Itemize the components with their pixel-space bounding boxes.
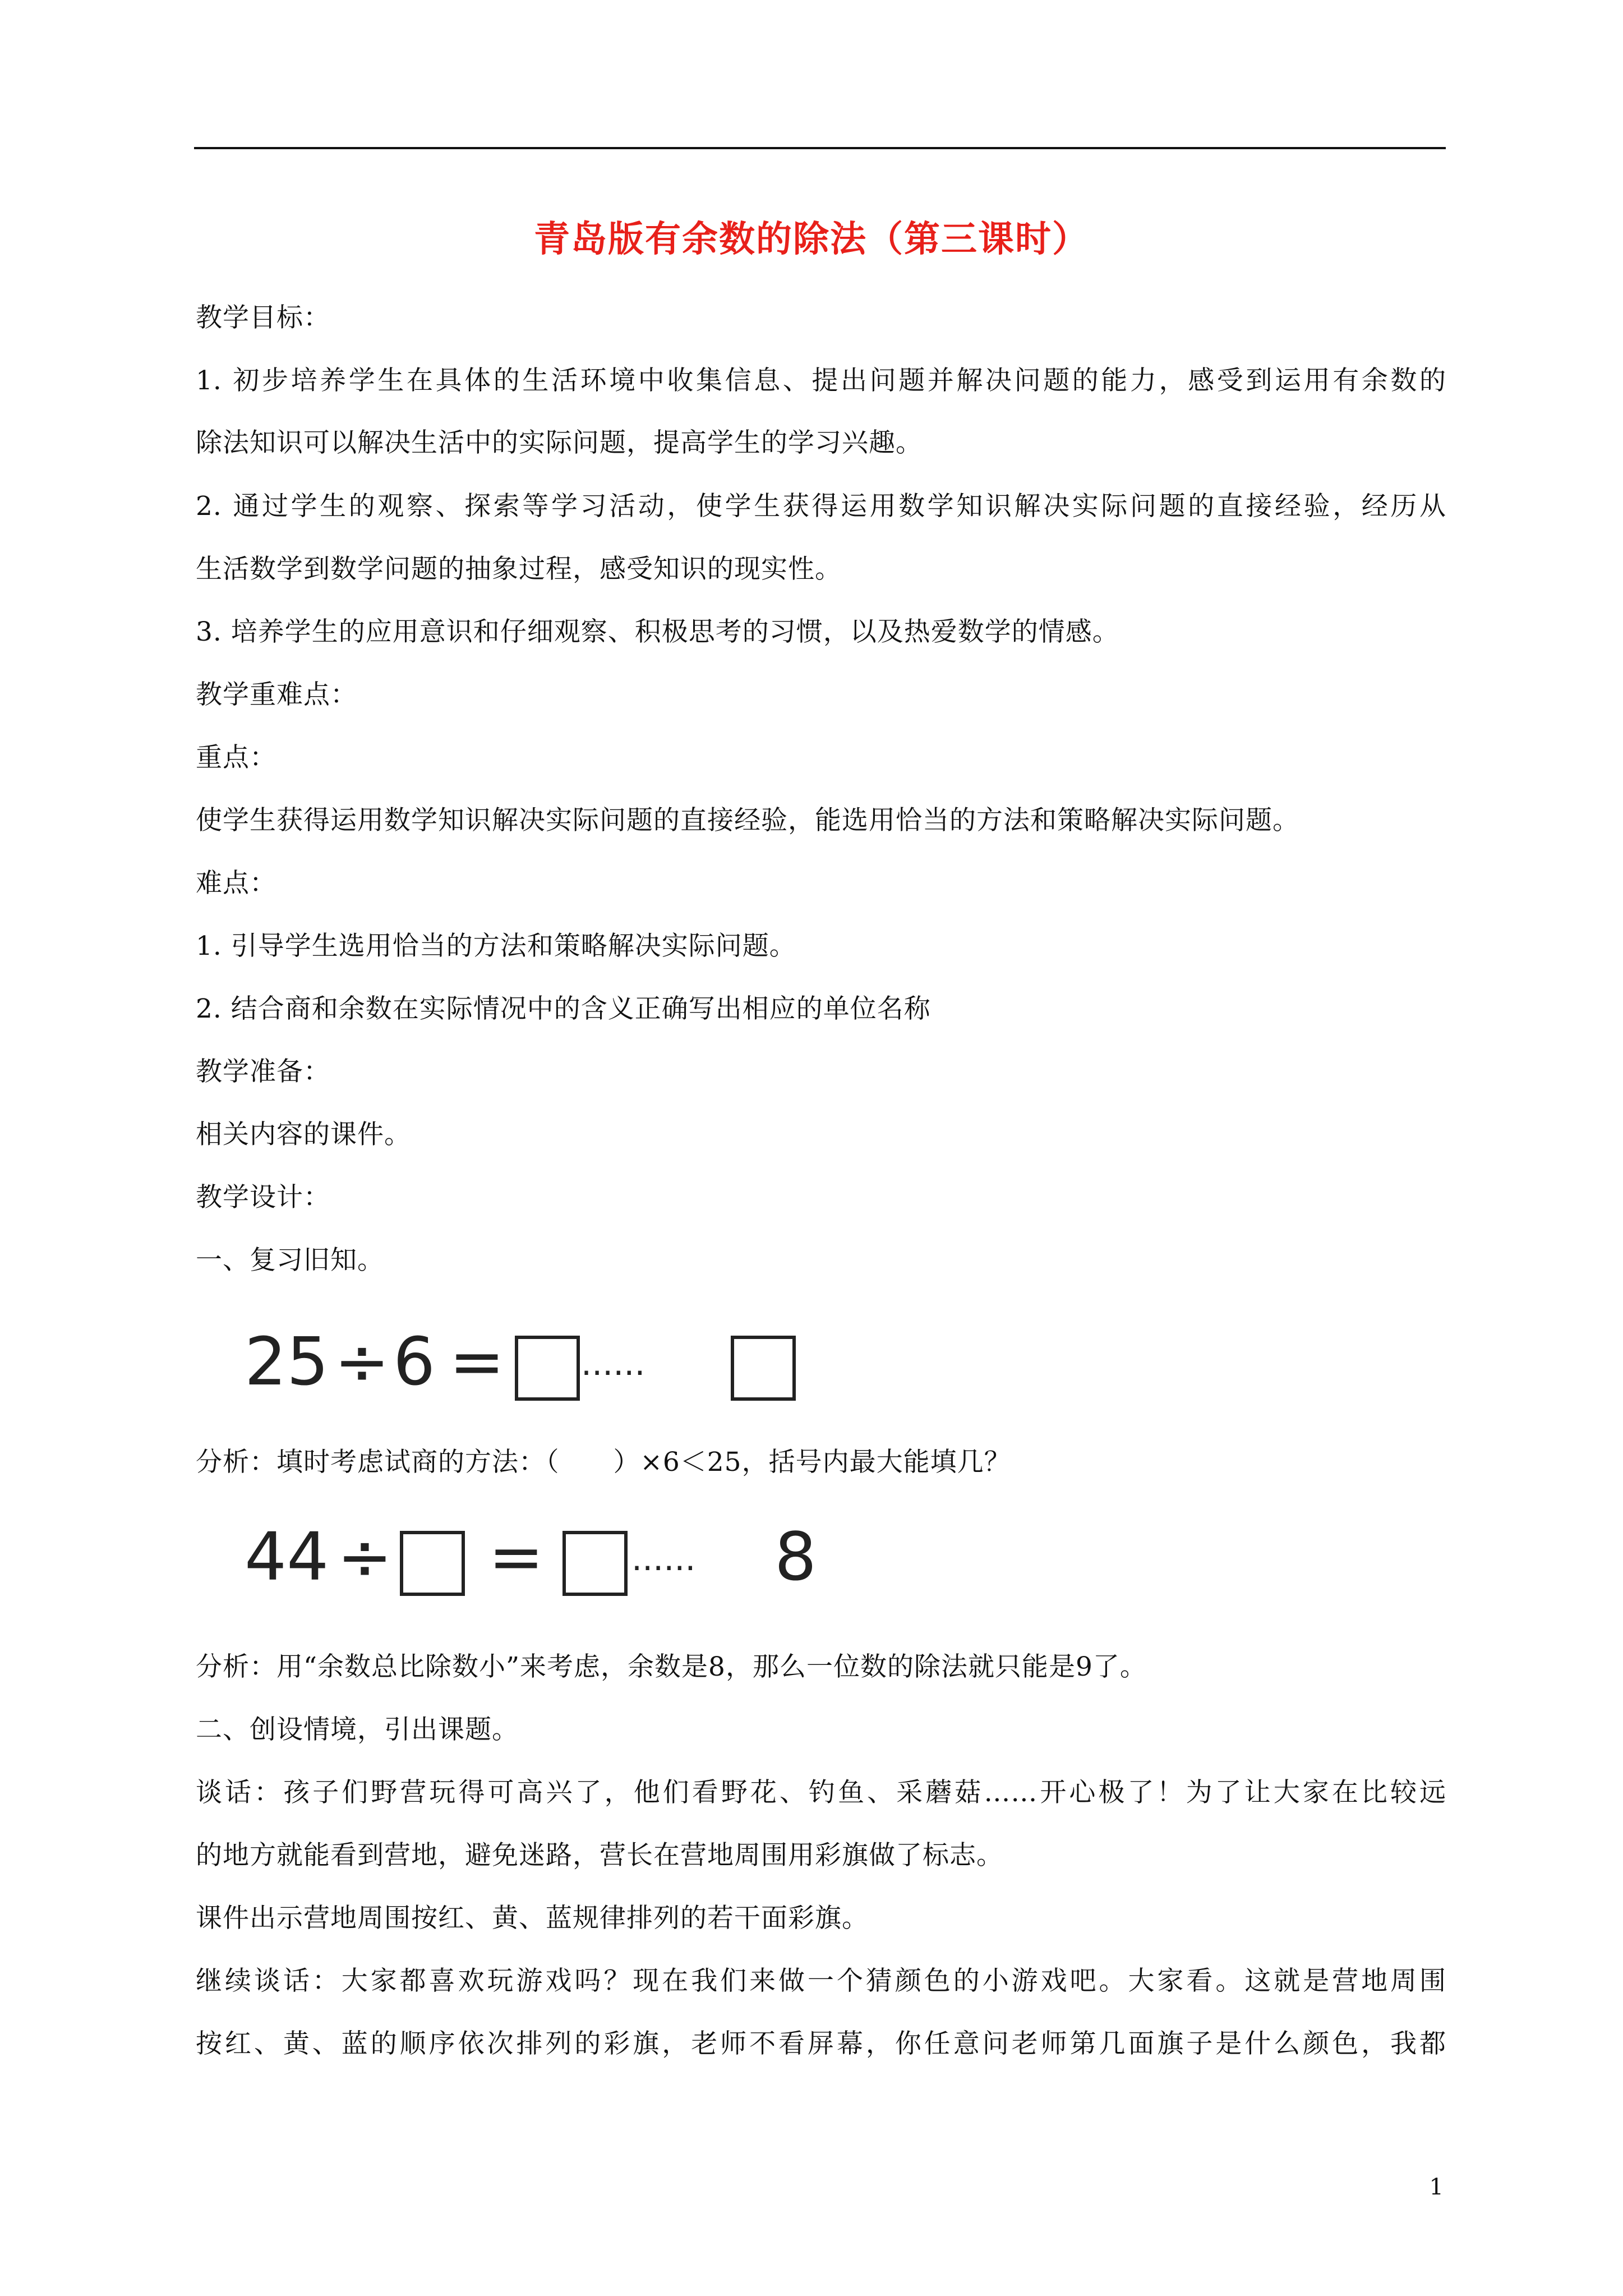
formula2-ellipsis: ······ xyxy=(631,1549,696,1588)
division-formula-2 xyxy=(245,1518,861,1602)
paragraph: 按红、黄、蓝的顺序依次排列的彩旗，老师不看屏幕，你任意问老师第几面旗子是什么颜色，我都 xyxy=(196,2028,1446,2059)
paragraph: 教学准备： xyxy=(196,1056,330,1087)
formula1-divide-sign: ÷ xyxy=(334,1323,390,1400)
paragraph: 的地方就能看到营地，避免迷路，营长在营地周围用彩旗做了标志。 xyxy=(196,1840,1003,1871)
analysis-text: 分析：填时考虑试商的方法：（ ）×6＜25，括号内最大能填几？ xyxy=(196,1447,1011,1478)
formula2-divide-sign: ÷ xyxy=(337,1518,393,1595)
paragraph: 难点： xyxy=(196,868,276,899)
paragraph: 相关内容的课件。 xyxy=(196,1119,411,1150)
paragraph: 1. 初步培养学生在具体的生活环境中收集信息、提出问题并解决问题的能力，感受到运用有余数的 xyxy=(196,365,1446,396)
paragraph: 教学设计： xyxy=(196,1182,330,1213)
divisor-blank-box xyxy=(402,1533,463,1594)
formula1-divisor: 6 xyxy=(393,1323,436,1400)
paragraph: 二、创设情境，引出课题。 xyxy=(196,1714,519,1745)
formula2-remainder: 8 xyxy=(774,1518,817,1595)
formula2-dividend: 44 xyxy=(245,1518,329,1595)
paragraph: 教学重难点： xyxy=(196,679,357,710)
paragraph: 2. 通过学生的观察、探索等学习活动，使学生获得运用数学知识解决实际问题的直接经验，经历从 xyxy=(196,491,1446,522)
paragraph: 继续谈话：大家都喜欢玩游戏吗？现在我们来做一个猜颜色的小游戏吧。大家看。这就是营地周围 xyxy=(196,1966,1446,1996)
quotient-blank-box xyxy=(564,1533,626,1594)
division-formula-1 xyxy=(245,1323,861,1407)
paragraph: 谈话：孩子们野营玩得可高兴了，他们看野花、钓鱼、采蘑菇……开心极了！为了让大家在比较远 xyxy=(196,1777,1446,1808)
paragraph: 一、复习旧知。 xyxy=(196,1245,384,1276)
paragraph: 1. 引导学生选用恰当的方法和策略解决实际问题。 xyxy=(196,931,796,961)
header-rule xyxy=(194,147,1446,149)
formula1-dividend: 25 xyxy=(245,1323,329,1400)
paragraph: 3. 培养学生的应用意识和仔细观察、积极思考的习惯，以及热爱数学的情感。 xyxy=(196,616,1119,647)
formula2-equals: = xyxy=(488,1518,544,1595)
page-number: 1 xyxy=(1429,2174,1444,2200)
remainder-blank-box xyxy=(732,1337,794,1399)
page-title: 青岛版有余数的除法（第三课时） xyxy=(534,218,1089,260)
formula1-ellipsis: ······ xyxy=(581,1354,645,1393)
formula1-equals: = xyxy=(449,1323,505,1400)
paragraph: 课件出示营地周围按红、黄、蓝规律排列的若干面彩旗。 xyxy=(196,1903,869,1934)
paragraph: 重点： xyxy=(196,742,276,773)
paragraph: 使学生获得运用数学知识解决实际问题的直接经验，能选用恰当的方法和策略解决实际问题。 xyxy=(196,805,1299,836)
paragraph: 生活数学到数学问题的抽象过程，感受知识的现实性。 xyxy=(196,554,842,585)
paragraph: 教学目标： xyxy=(196,302,330,333)
paragraph: 2. 结合商和余数在实际情况中的含义正确写出相应的单位名称 xyxy=(196,993,931,1024)
paragraph: 分析：用“余数总比除数小”来考虑，余数是8，那么一位数的除法就只能是9了。 xyxy=(196,1651,1147,1682)
quotient-blank-box xyxy=(517,1337,578,1399)
paragraph: 除法知识可以解决生活中的实际问题，提高学生的学习兴趣。 xyxy=(196,427,923,458)
